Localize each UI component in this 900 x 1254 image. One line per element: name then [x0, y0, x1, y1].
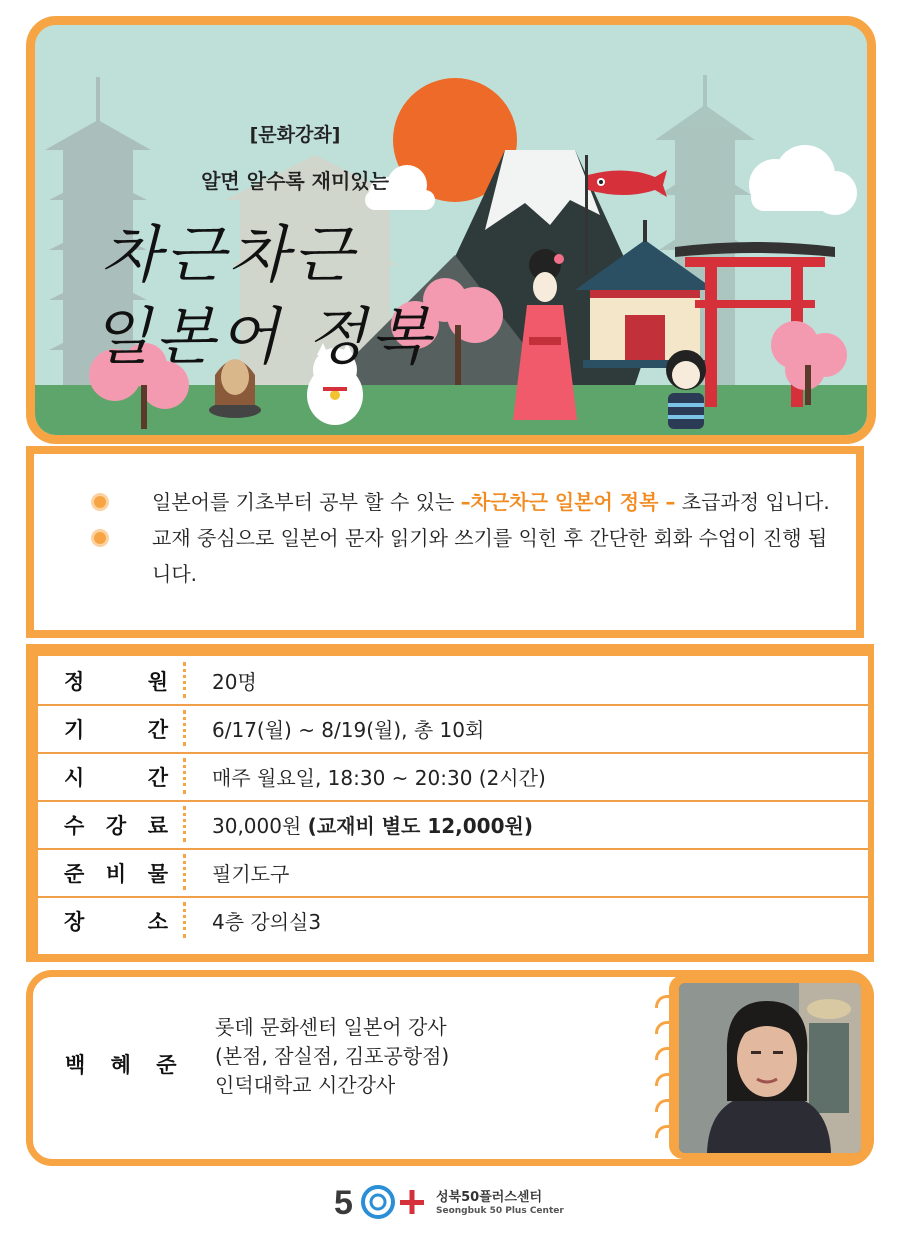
hero-banner: [26, 16, 876, 444]
row-divider: [183, 758, 186, 794]
instructor-name: 백 혜 준: [65, 1053, 186, 1077]
org-name-english: Seongbuk 50 Plus Center: [436, 1206, 564, 1216]
course-info-table: [26, 644, 874, 962]
description-text: 일본어를 기초부터 공부 할 수 있는: [152, 490, 461, 514]
row-value: 필기도구: [212, 862, 290, 886]
footer-logo: [334, 1180, 574, 1224]
row-value: 4층 강의실3: [212, 910, 322, 934]
course-description: [26, 446, 864, 638]
description-list: [34, 454, 856, 592]
info-row-location: [38, 896, 868, 944]
row-value: 매주 월요일, 18:30 ~ 20:30 (2시간): [212, 766, 546, 790]
course-title-line2: 일본어 정복: [91, 300, 435, 373]
org-name-korean: 성북50플러스센터: [436, 1190, 542, 1205]
description-item: [68, 484, 830, 520]
portrait-image: [679, 983, 861, 1153]
instructor-card: [26, 970, 874, 1166]
row-divider: [183, 902, 186, 938]
course-title-line1: 차근차근: [101, 218, 357, 291]
row-label: 준 비 물: [64, 862, 168, 886]
row-label: 시 간: [64, 766, 168, 790]
category-label: [문화강좌]: [249, 124, 341, 146]
course-name-highlight: –차근차근 일본어 정복 –: [460, 490, 676, 514]
row-label: 정 원: [64, 670, 168, 694]
course-subtitle: 알면 알수록 재미있는: [201, 169, 389, 193]
instructor-bio: [215, 1013, 449, 1100]
instructor-photo-frame: [669, 975, 869, 1159]
bio-line: 롯데 문화센터 일본어 강사: [215, 1015, 447, 1039]
row-label: 수 강 료: [64, 814, 168, 838]
row-divider: [183, 854, 186, 890]
textbook-fee-note: (교재비 별도 12,000원): [307, 814, 533, 838]
info-row-materials: [38, 848, 868, 898]
row-value: 20명: [212, 670, 257, 694]
fifty-plus-logo-icon: [334, 1180, 430, 1224]
info-row-period: [38, 704, 868, 754]
description-text-tail: 초급과정 입니다.: [675, 490, 830, 514]
row-value: 6/17(월) ~ 8/19(월), 총 10회: [212, 718, 485, 742]
info-row-time: [38, 752, 868, 802]
info-table-body: [38, 656, 868, 954]
info-row-capacity: [38, 656, 868, 706]
bio-line: 인덕대학교 시간강사: [215, 1073, 396, 1097]
instructor-photo: [679, 983, 861, 1153]
bio-line: (본점, 잠실점, 김포공항점): [215, 1044, 450, 1068]
bullet-icon: [94, 496, 106, 508]
bullet-icon: [94, 532, 106, 544]
row-value: 30,000원 (교재비 별도 12,000원): [212, 814, 533, 838]
row-label: 기 간: [64, 718, 168, 742]
logo-digit: 5: [334, 1184, 353, 1222]
row-divider: [183, 662, 186, 698]
description-text: 교재 중심으로 일본어 문자 읽기와 쓰기를 익힌 후 간단한 회화 수업이 진행 됩니다.: [152, 526, 828, 586]
row-divider: [183, 710, 186, 746]
row-label: 장 소: [64, 910, 168, 934]
description-item: [68, 520, 830, 592]
row-divider: [183, 806, 186, 842]
info-row-fee: [38, 800, 868, 850]
